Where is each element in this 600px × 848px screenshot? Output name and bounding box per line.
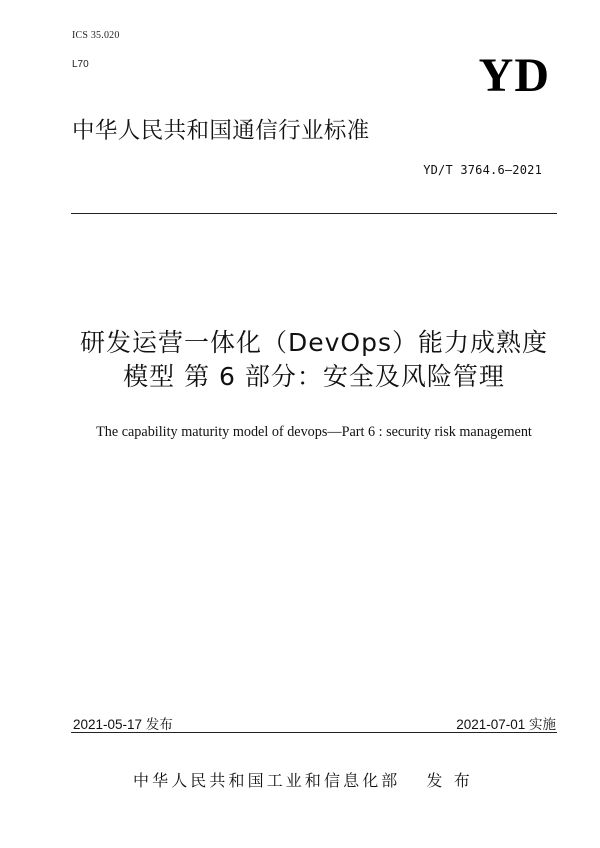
issuer-name: 中华人民共和国工业和信息化部	[133, 771, 401, 790]
effective-date: 2021-07-01 实施	[456, 717, 556, 732]
title-line-1: 研发运营一体化（DevOps）能力成熟度	[80, 328, 548, 357]
document-title-english: The capability maturity model of devops—Part 6 : security risk management	[96, 424, 532, 440]
yd-logo: YD	[478, 49, 550, 102]
document-title-chinese	[40, 326, 588, 394]
release-date: 2021-05-17 发布	[73, 717, 173, 732]
standard-number: YD/T 3764.6—2021	[423, 163, 542, 177]
classification-code: L70	[72, 59, 89, 70]
standard-category: 中华人民共和国通信行业标准	[72, 118, 370, 144]
title-line-2: 模型 第 6 部分：安全及风险管理	[123, 362, 505, 391]
issuer-action: 发 布	[426, 771, 473, 790]
bottom-divider	[71, 732, 557, 733]
top-divider	[71, 213, 557, 214]
issuer-line	[133, 768, 473, 791]
ics-code: ICS 35.020	[72, 30, 120, 41]
